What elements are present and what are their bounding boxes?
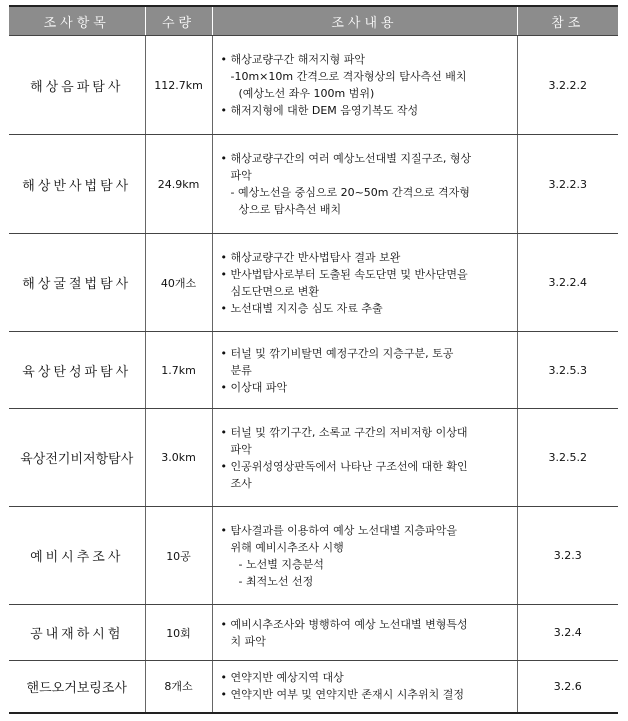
content-line: • 해저지형에 대한 DEM 음영기복도 작성 [220,104,419,117]
table-row [9,409,618,507]
content-line: • 예비시추조사와 병행하여 예상 노선대별 변형특성 [220,617,468,631]
content-cell [212,507,517,605]
content-cell [212,135,517,234]
table-row [9,135,618,234]
content-cell [212,409,517,507]
content-line: • 노선대별 지지층 심도 자료 추출 [220,301,383,315]
qty-cell: 1.7km [145,332,212,409]
content-line: -10m×10m 간격으로 격자형상의 탐사측선 배치 [230,70,467,83]
content-cell [212,234,517,332]
table-row [9,332,618,409]
content-cell [212,36,517,135]
content-line: 상으로 탐사측선 배치 [238,203,342,216]
item-cell: 해상굴절법탐사 [9,234,145,332]
content-line: • 해상교량구간 해저지형 파악 [220,53,365,66]
content-line: • 반사법탐사로부터 도출된 속도단면 및 반사단면을 [220,267,468,281]
ref-cell: 3.2.4 [517,605,618,661]
qty-cell: 3.0km [145,409,212,507]
table-row [9,507,618,605]
content-line: (예상노선 좌우 100m 범위) [238,87,375,100]
ref-cell: 3.2.6 [517,661,618,713]
content-line: - 노선별 지층분석 [238,557,324,571]
content-line: - 최적노선 선정 [238,574,314,588]
qty-cell: 40개소 [145,234,212,332]
header-row [9,6,618,36]
ref-cell: 3.2.3 [517,507,618,605]
item-cell: 핸드오거보링조사 [9,661,145,713]
item-cell: 예비시추조사 [9,507,145,605]
header-ref: 참조 [517,6,618,36]
content-line: • 터널 및 깎기비탈면 예정구간의 지층구분, 토공 [220,346,454,360]
qty-cell: 112.7km [145,36,212,135]
content-line: • 연약지반 예상지역 대상 [220,671,344,685]
item-cell: 육상전기비저항탐사 [9,409,145,507]
content-cell [212,661,517,713]
item-cell: 해상반사법탐사 [9,135,145,234]
item-cell: 육상탄성파탐사 [9,332,145,409]
content-line: • 터널 및 깎기구간, 소록교 구간의 저비저항 이상대 [220,425,468,439]
ref-cell: 3.2.5.3 [517,332,618,409]
content-line: 파악 [230,169,252,182]
content-line: - 예상노선을 중심으로 20~50m 간격으로 격자형 [230,186,470,199]
ref-cell: 3.2.5.2 [517,409,618,507]
ref-cell: 3.2.2.2 [517,36,618,135]
content-cell [212,605,517,661]
content-line: • 연약지반 여부 및 연약지반 존재시 시추위치 결정 [220,688,464,702]
item-cell: 해상음파탐사 [9,36,145,135]
content-line: 조사 [230,476,252,490]
qty-cell: 10회 [145,605,212,661]
content-line: • 해상교량구간의 여러 예상노선대별 지질구조, 형상 [220,152,472,165]
header-qty: 수량 [145,6,212,36]
qty-cell: 24.9km [145,135,212,234]
table-row [9,234,618,332]
content-line: 파악 [230,442,252,456]
table-row [9,605,618,661]
survey-table [9,5,618,714]
table-row [9,36,618,135]
ref-cell: 3.2.2.3 [517,135,618,234]
content-line: • 탐사결과를 이용하여 예상 노선대별 지층파악을 [220,523,457,537]
header-content: 조사내용 [212,6,517,36]
content-line: 심도단면으로 변환 [230,284,320,298]
content-line: • 해상교량구간 반사법탐사 결과 보완 [220,250,401,264]
table-row [9,661,618,713]
survey-table-container [9,5,618,714]
content-line: 치 파악 [230,634,266,648]
qty-cell: 8개소 [145,661,212,713]
content-line: • 이상대 파악 [220,380,288,394]
qty-cell: 10공 [145,507,212,605]
ref-cell: 3.2.2.4 [517,234,618,332]
content-line: 위해 예비시추조사 시행 [230,540,344,554]
content-line: • 인공위성영상판독에서 나타난 구조선에 대한 확인 [220,459,468,473]
header-item: 조사항목 [9,6,145,36]
content-cell [212,332,517,409]
item-cell: 공내재하시험 [9,605,145,661]
content-line: 분류 [230,363,252,377]
